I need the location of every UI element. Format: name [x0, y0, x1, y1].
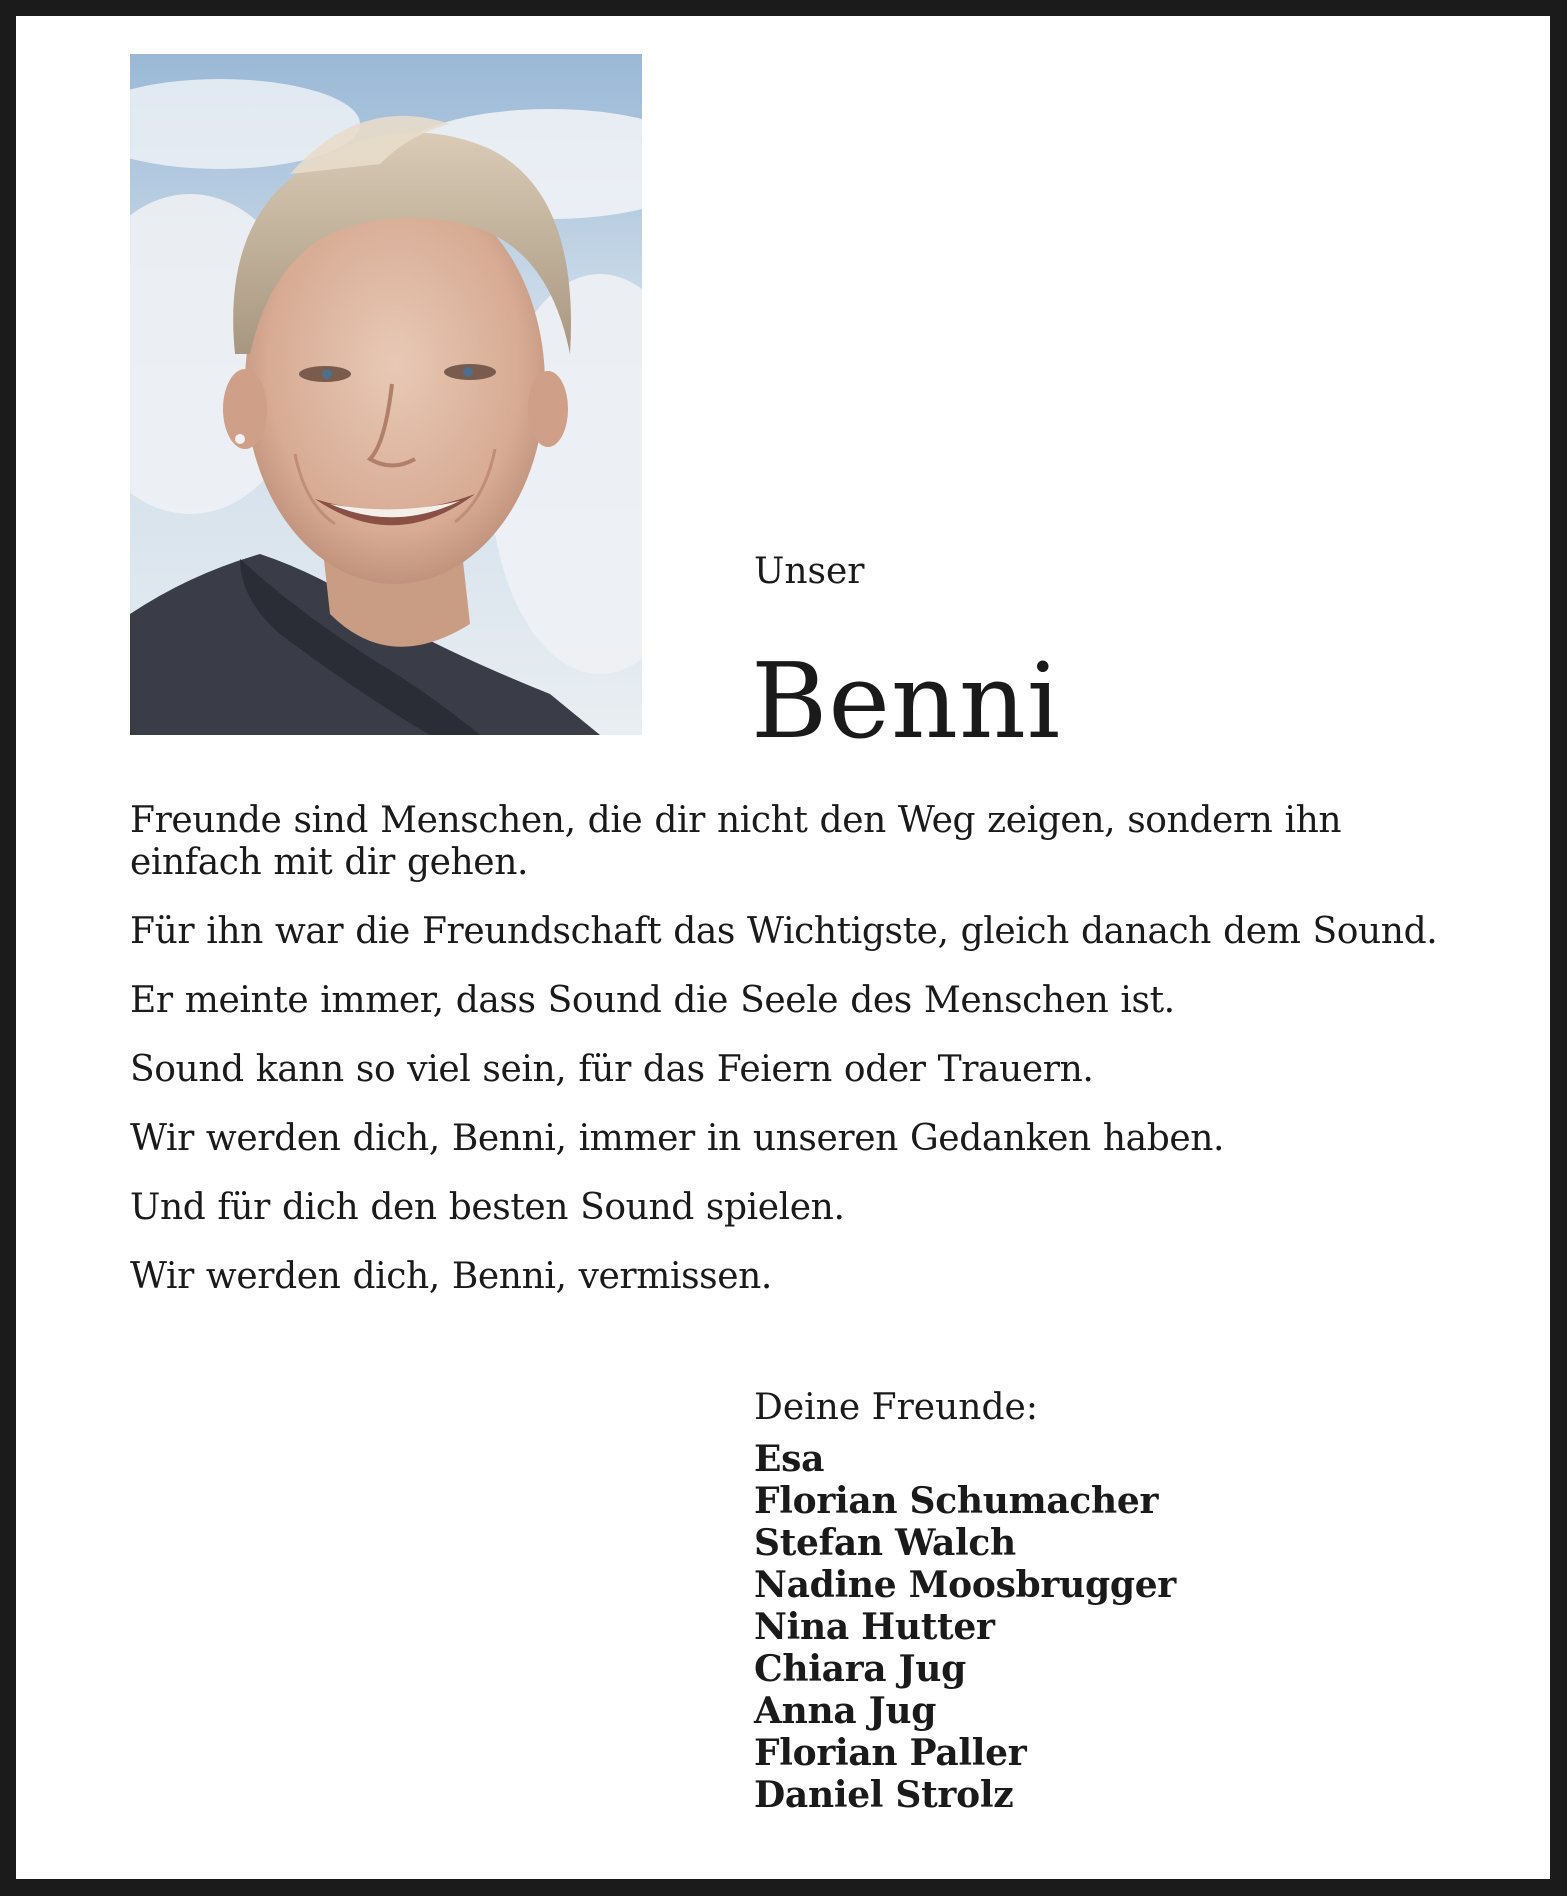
portrait-photo — [130, 54, 642, 735]
portrait-image — [130, 54, 642, 735]
memorial-paragraph: Freunde sind Menschen, die dir nicht den Weg zeigen, sondern ihn einfach mit dir gehen. — [130, 800, 1342, 883]
friend-name: Esa — [754, 1438, 825, 1480]
memorial-paragraph: Wir werden dich, Benni, vermissen. — [130, 1256, 772, 1297]
signature-label: Deine Freunde: — [754, 1387, 1038, 1428]
friends-list — [754, 1438, 1176, 1816]
memorial-paragraph: Wir werden dich, Benni, immer in unseren Gedanken haben. — [130, 1118, 1225, 1159]
friend-name: Nadine Moosbrugger — [754, 1564, 1176, 1606]
friend-name: Nina Hutter — [754, 1606, 995, 1648]
intro-label: Unser — [754, 551, 865, 592]
memorial-paragraph: Sound kann so viel sein, für das Feiern oder Trauern. — [130, 1049, 1094, 1090]
obituary-card — [16, 16, 1550, 1879]
deceased-name: Benni — [751, 640, 1062, 762]
memorial-paragraph: Und für dich den besten Sound spielen. — [130, 1187, 845, 1228]
memorial-paragraph: Er meinte immer, dass Sound die Seele des Menschen ist. — [130, 980, 1175, 1021]
friend-name: Florian Paller — [754, 1732, 1027, 1774]
friend-name: Daniel Strolz — [754, 1774, 1014, 1816]
memorial-paragraph: Für ihn war die Freundschaft das Wichtigste, gleich danach dem Sound. — [130, 911, 1438, 952]
friend-name: Chiara Jug — [754, 1648, 967, 1690]
friend-name: Anna Jug — [754, 1690, 937, 1732]
memorial-text — [130, 800, 1460, 1325]
friend-name: Florian Schumacher — [754, 1480, 1159, 1522]
friend-name: Stefan Walch — [754, 1522, 1016, 1564]
